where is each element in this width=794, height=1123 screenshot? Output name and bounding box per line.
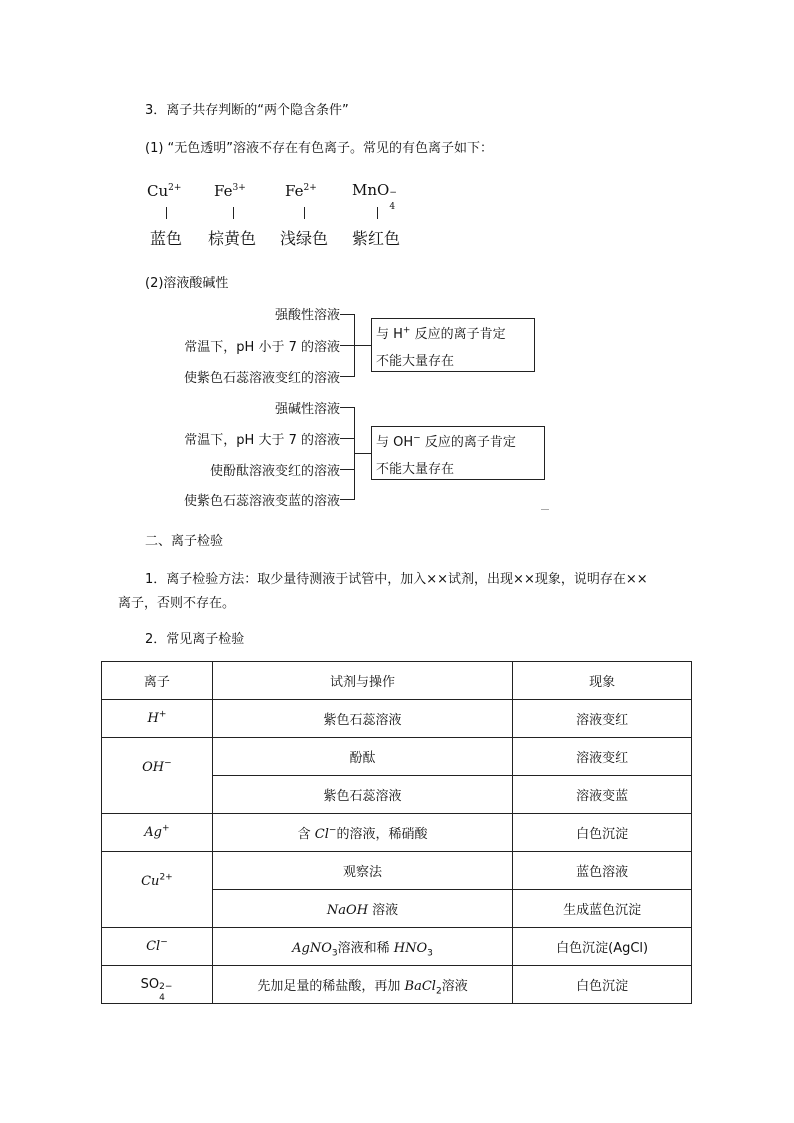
connector-tick <box>166 207 167 219</box>
ion-cell: SO 2− 4 <box>102 966 213 1004</box>
color-name: 紫红色 <box>352 229 401 248</box>
ion-test-table <box>101 661 692 1004</box>
bracket-line <box>354 453 372 454</box>
acidity-heading: (2)溶液酸碱性 <box>145 276 229 291</box>
base-condition: 常温下，pH 大于 7 的溶液 <box>184 433 340 448</box>
reagent-cell: NaOH 溶液 <box>212 890 512 928</box>
result-cell: 蓝色溶液 <box>513 852 692 890</box>
header-cell: 试剂与操作 <box>212 662 512 700</box>
common-test-heading: 2．常见离子检验 <box>145 632 245 647</box>
color-name: 浅绿色 <box>280 229 329 248</box>
bracket-line <box>340 376 354 377</box>
colorless-condition-text: (1) “无色透明”溶液不存在有色离子。常见的有色离子如下： <box>145 141 494 156</box>
table-header-row <box>102 662 692 700</box>
bracket-line <box>340 314 354 315</box>
result-cell: 白色沉淀 <box>513 966 692 1004</box>
acid-result-box <box>371 318 535 372</box>
bracket-line <box>340 469 354 470</box>
table-row <box>102 966 692 1004</box>
acid-result-line2: 不能大量存在 <box>376 354 455 369</box>
ion-cell: $Cu^{2+}$ <box>102 852 213 928</box>
ion-cell: Cl− <box>102 928 213 966</box>
ion-cell: OH− <box>102 738 213 814</box>
ion-fe3: $Fe^{3+}$ <box>214 182 246 200</box>
result-cell: 白色沉淀 <box>513 814 692 852</box>
base-result-box <box>371 426 545 480</box>
bracket-line <box>340 438 354 439</box>
bracket-line <box>340 499 354 500</box>
reagent-cell: 观察法 <box>212 852 512 890</box>
header-cell: 现象 <box>513 662 692 700</box>
result-cell: 生成蓝色沉淀 <box>513 890 692 928</box>
reagent-cell: 酚酞 <box>212 738 512 776</box>
ion-cu2: $Cu^{2+}$ <box>147 182 182 200</box>
ion-mno4: MnO − 4 <box>352 181 397 212</box>
acid-condition: 常温下，pH 小于 7 的溶液 <box>184 340 340 355</box>
table-row <box>102 738 692 776</box>
section-two-heading: 二、离子检验 <box>145 534 224 549</box>
base-condition: 强碱性溶液 <box>274 402 340 417</box>
base-result-line2: 不能大量存在 <box>376 462 455 477</box>
table-row <box>102 814 692 852</box>
reagent-cell: 紫色石蕊溶液 <box>212 700 512 738</box>
base-condition: 使酚酞溶液变红的溶液 <box>209 464 340 479</box>
method-text-line2: 离子，否则不存在。 <box>118 596 236 611</box>
reagent-cell: AgNO$_3$溶液和稀 $HNO_3$ <box>212 928 512 966</box>
result-cell: 溶液变红 <box>513 700 692 738</box>
acid-result-line1: 与 H+ 反应的离子肯定 <box>376 325 506 342</box>
base-condition: 使紫色石蕊溶液变蓝的溶液 <box>183 494 340 509</box>
color-name: 棕黄色 <box>208 229 257 248</box>
stray-mark <box>541 509 549 510</box>
table-row <box>102 852 692 890</box>
result-cell: 溶液变蓝 <box>513 776 692 814</box>
ion-cell: H+ <box>102 700 213 738</box>
reagent-cell: 紫色石蕊溶液 <box>212 776 512 814</box>
connector-tick <box>233 207 234 219</box>
method-text-line1: 1．离子检验方法：取少量待测液于试管中，加入××试剂，出现××现象，说明存在×× <box>145 572 648 587</box>
color-name: 蓝色 <box>150 229 183 248</box>
base-result-line1: 与 OH− 反应的离子肯定 <box>376 433 516 450</box>
result-cell: 溶液变红 <box>513 738 692 776</box>
bracket-line <box>340 345 354 346</box>
acid-condition: 强酸性溶液 <box>274 308 340 323</box>
ion-cell: Ag+ <box>102 814 213 852</box>
acid-condition: 使紫色石蕊溶液变红的溶液 <box>183 371 340 386</box>
bracket-line <box>340 407 354 408</box>
header-cell: 离子 <box>102 662 213 700</box>
reagent-cell: 含 Cl−的溶液，稀硝酸 <box>212 814 512 852</box>
section-3-heading: 3．离子共存判断的“两个隐含条件” <box>145 103 349 118</box>
connector-tick <box>304 207 305 219</box>
ion-fe2: $Fe^{2+}$ <box>285 182 317 200</box>
table-row <box>102 700 692 738</box>
reagent-cell: 先加足量的稀盐酸，再加 BaCl$_2$溶液 <box>212 966 512 1004</box>
result-cell: 白色沉淀(AgCl) <box>513 928 692 966</box>
table-row <box>102 928 692 966</box>
connector-tick <box>377 207 378 219</box>
bracket-line <box>354 345 372 346</box>
